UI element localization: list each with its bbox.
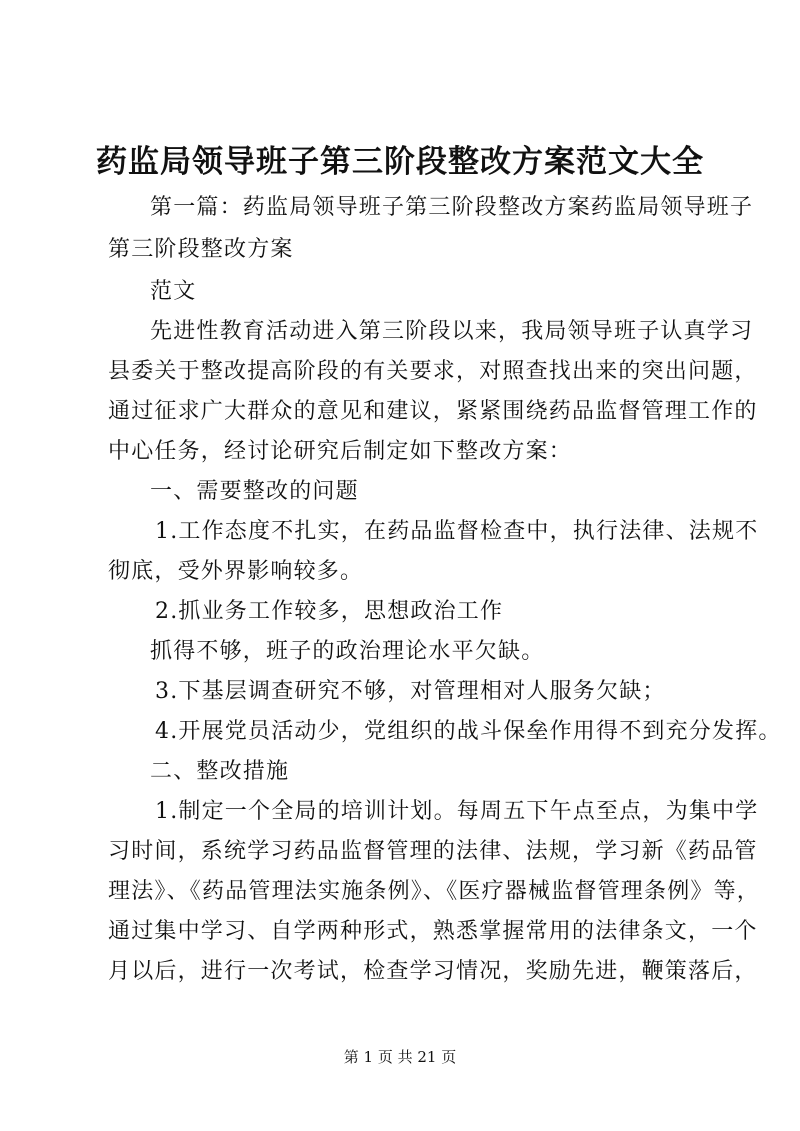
- paragraph-line: 先进性教育活动进入第三阶段以来，我局领导班子认真学习: [150, 319, 754, 344]
- page-footer: 第 1 页 共 21 页: [343, 1048, 457, 1066]
- paragraph-line: 抓得不够，班子的政治理论水平欠缺。: [150, 639, 545, 664]
- paragraph-line: 理法》、《药品管理法实施条例》、《医疗器械监督管理条例》等，: [108, 879, 761, 904]
- paragraph-line: 通过集中学习、自学两种形式，熟悉掌握常用的法律条文，一个: [108, 919, 758, 944]
- section-heading: 二、整改措施: [150, 759, 290, 784]
- section-heading: 一、需要整改的问题: [150, 479, 359, 504]
- paragraph-line: 3.下基层调查研究不够，对管理相对人服务欠缺；: [155, 679, 666, 704]
- paragraph-line: 习时间，系统学习药品监督管理的法律、法规，学习新《药品管: [108, 839, 758, 864]
- paragraph-line: 通过征求广大群众的意见和建议，紧紧围绕药品监督管理工作的: [108, 399, 758, 424]
- paragraph-line: 月以后，进行一次考试，检查学习情况，奖励先进，鞭策落后，: [108, 959, 758, 984]
- paragraph-line: 4.开展党员活动少，党组织的战斗保垒作用得不到充分发挥。: [155, 719, 782, 744]
- paragraph-line: 1.制定一个全局的培训计划。每周五下午点至点，为集中学: [155, 799, 759, 824]
- paragraph-line: 彻底，受外界影响较多。: [108, 559, 364, 584]
- paragraph-line: 1.工作态度不扎实，在药品监督检查中，执行法律、法规不: [155, 519, 759, 544]
- paragraph-line: 中心任务，经讨论研究后制定如下整改方案：: [108, 439, 573, 464]
- paragraph-line: 2.抓业务工作较多，思想政治工作: [155, 599, 504, 624]
- document-title: 药监局领导班子第三阶段整改方案范文大全: [96, 144, 704, 180]
- paragraph-line: 第三阶段整改方案: [108, 237, 294, 262]
- paragraph-line: 范文: [150, 279, 197, 304]
- paragraph-line: 县委关于整改提高阶段的有关要求，对照查找出来的突出问题，: [108, 359, 758, 384]
- paragraph-line: 第一篇：药监局领导班子第三阶段整改方案药监局领导班子: [150, 195, 754, 220]
